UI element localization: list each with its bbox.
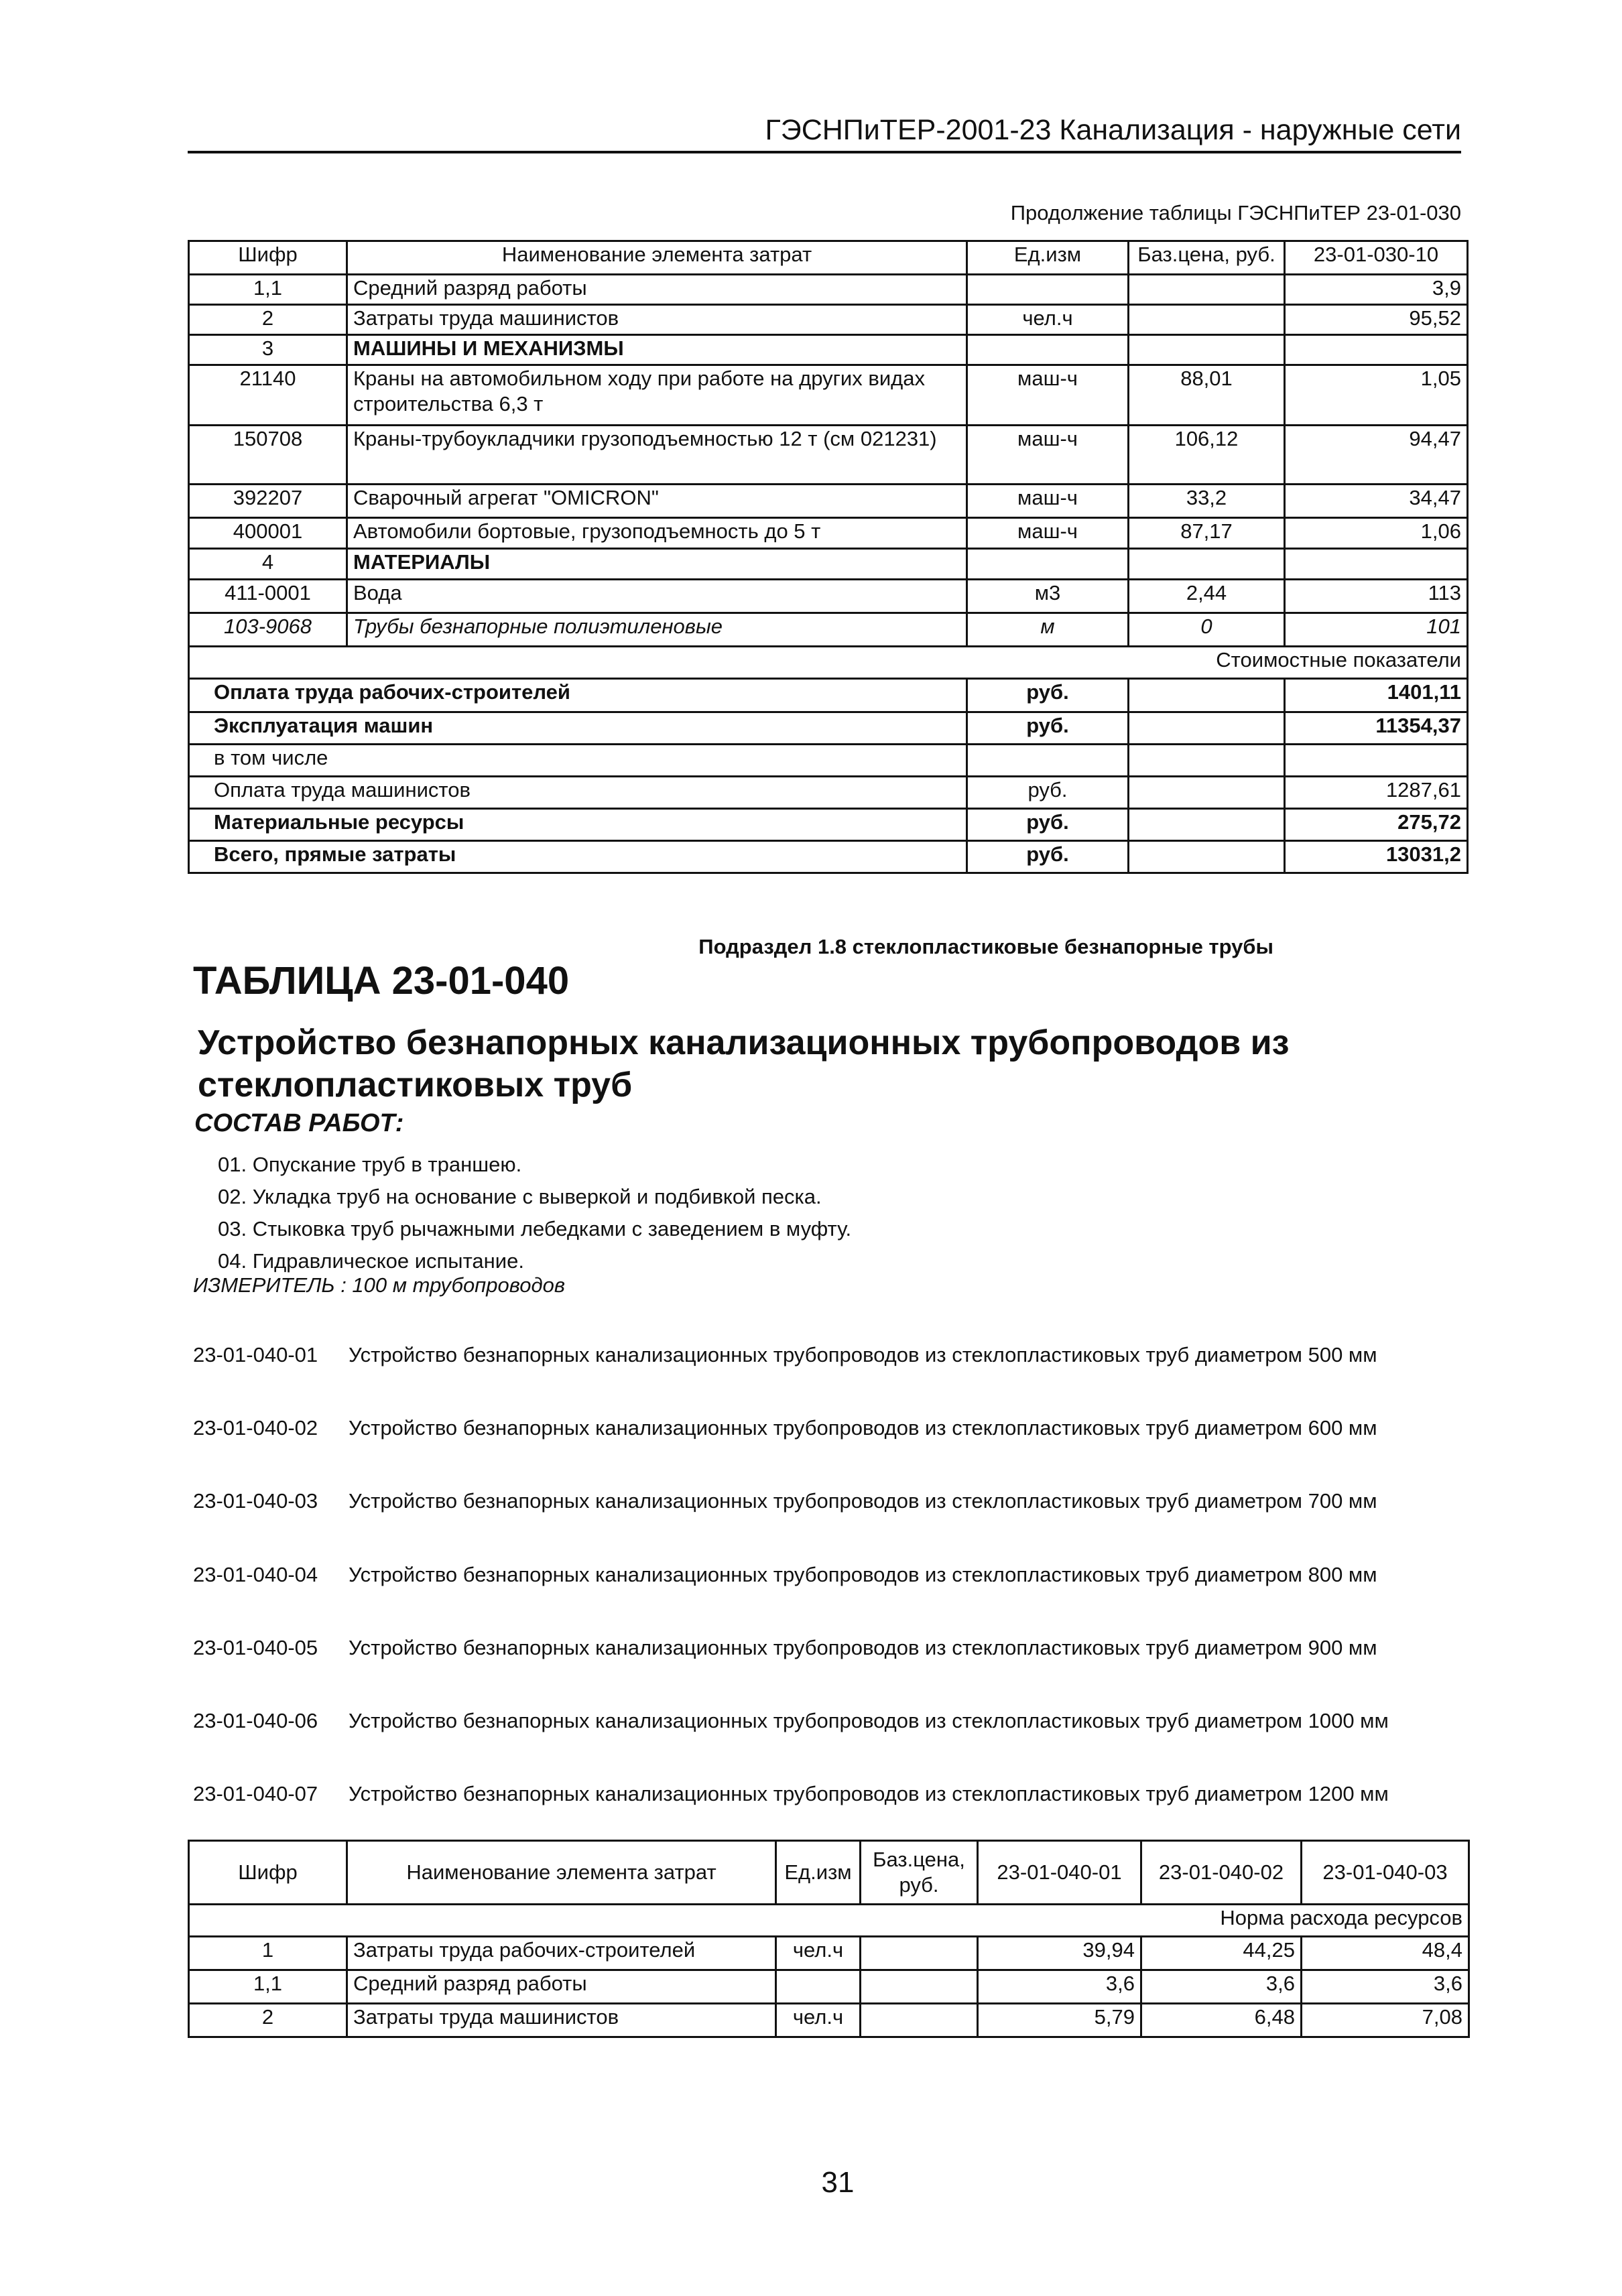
- norm-header: Норма расхода ресурсов: [189, 1905, 1469, 1937]
- table-title: ТАБЛИЦА 23-01-040: [193, 959, 570, 1003]
- item-text: Устройство безнапорных канализационных трубопроводов из стеклопластиковых труб диаметром 700 мм: [349, 1489, 1377, 1513]
- row-value: 34,47: [1285, 485, 1468, 518]
- row-price: 2,44: [1129, 580, 1285, 613]
- item-text: Устройство безнапорных канализационных трубопроводов из стеклопластиковых труб диаметром 1200 мм: [349, 1782, 1389, 1805]
- col-header-name: Наименование элемента затрат: [347, 1841, 776, 1905]
- table-description: Устройство безнапорных канализационных трубопроводов из стеклопластиковых труб: [198, 1023, 1290, 1105]
- page-number: 31: [821, 2166, 855, 2199]
- row-value: 1,06: [1285, 518, 1468, 549]
- row-price: [1129, 305, 1285, 335]
- row-value-01: 5,79: [978, 2004, 1141, 2037]
- table-row: [189, 518, 1468, 549]
- col-header-code: Шифр: [189, 241, 347, 275]
- work-item: 04. Гидравлическое испытание.: [218, 1249, 524, 1273]
- row-name: МАТЕРИАЛЫ: [347, 549, 967, 580]
- cost-label: Материальные ресурсы: [189, 809, 967, 841]
- row-name: Трубы безнапорные полиэтиленовые: [347, 613, 967, 647]
- work-item: 02. Укладка труб на основание с выверкой и подбивкой песка.: [218, 1185, 822, 1208]
- row-value: 3,9: [1285, 275, 1468, 305]
- row-unit: [967, 335, 1129, 365]
- table-header-row: [189, 241, 1468, 275]
- row-name: Сварочный агрегат "OMICRON": [347, 485, 967, 518]
- row-price: 88,01: [1129, 365, 1285, 426]
- row-value-02: 3,6: [1141, 1970, 1302, 2004]
- cost-header: Стоимостные показатели: [189, 647, 1468, 679]
- cost-value: 1287,61: [1285, 777, 1468, 809]
- item-code: 23-01-040-04: [193, 1563, 318, 1586]
- row-name: Средний разряд работы: [347, 1970, 776, 2004]
- table-row: [189, 305, 1468, 335]
- row-value: 1,05: [1285, 365, 1468, 426]
- cost-label: Эксплуатация машин: [189, 712, 967, 745]
- table-row: [189, 1937, 1469, 1970]
- list-item: [193, 1563, 1377, 1587]
- row-code: 1,1: [189, 1970, 347, 2004]
- row-code: 1,1: [189, 275, 347, 305]
- row-code: 411-0001: [189, 580, 347, 613]
- cost-unit: [967, 745, 1129, 777]
- table-row: [189, 1970, 1469, 2004]
- cost-header-row: [189, 647, 1468, 679]
- row-value-02: 6,48: [1141, 2004, 1302, 2037]
- cost-empty: [1129, 745, 1285, 777]
- cost-row: [189, 679, 1468, 712]
- cost-empty: [1129, 712, 1285, 745]
- item-text: Устройство безнапорных канализационных трубопроводов из стеклопластиковых труб диаметром 900 мм: [349, 1636, 1377, 1659]
- row-price: 0: [1129, 613, 1285, 647]
- table-row-section: [189, 335, 1468, 365]
- row-price: [1129, 335, 1285, 365]
- row-value-01: 39,94: [978, 1937, 1141, 1970]
- col-header-price: Баз.цена, руб.: [861, 1841, 978, 1905]
- row-unit: м: [967, 613, 1129, 647]
- cost-unit: руб.: [967, 712, 1129, 745]
- item-text: Устройство безнапорных канализационных трубопроводов из стеклопластиковых труб диаметром 800 мм: [349, 1563, 1377, 1586]
- list-item: [193, 1343, 1377, 1367]
- cost-unit: руб.: [967, 679, 1129, 712]
- cost-row: [189, 745, 1468, 777]
- row-value: 95,52: [1285, 305, 1468, 335]
- row-name: Затраты труда машинистов: [347, 305, 967, 335]
- row-unit: м3: [967, 580, 1129, 613]
- table-row: [189, 485, 1468, 518]
- table-row: [189, 613, 1468, 647]
- cost-label: Всего, прямые затраты: [189, 841, 967, 873]
- row-price: 33,2: [1129, 485, 1285, 518]
- cost-unit: руб.: [967, 809, 1129, 841]
- row-unit: чел.ч: [776, 2004, 861, 2037]
- list-item: [193, 1416, 1377, 1440]
- table-row: [189, 2004, 1469, 2037]
- row-price: [1129, 549, 1285, 580]
- table-row: [189, 365, 1468, 426]
- row-code: 2: [189, 305, 347, 335]
- row-value: [1285, 335, 1468, 365]
- row-value-01: 3,6: [978, 1970, 1141, 2004]
- col-header-name: Наименование элемента затрат: [347, 241, 967, 275]
- row-unit: маш-ч: [967, 518, 1129, 549]
- row-price: [1129, 275, 1285, 305]
- row-price: [861, 1937, 978, 1970]
- row-unit: [967, 549, 1129, 580]
- row-price: 106,12: [1129, 426, 1285, 485]
- item-text: Устройство безнапорных канализационных трубопроводов из стеклопластиковых труб диаметром 500 мм: [349, 1343, 1377, 1366]
- row-unit: чел.ч: [967, 305, 1129, 335]
- row-price: [861, 1970, 978, 2004]
- cost-label: Оплата труда машинистов: [189, 777, 967, 809]
- row-name: МАШИНЫ И МЕХАНИЗМЫ: [347, 335, 967, 365]
- works-title: СОСТАВ РАБОТ:: [194, 1109, 404, 1137]
- row-value: [1285, 549, 1468, 580]
- row-unit: маш-ч: [967, 485, 1129, 518]
- col-header-norm-02: 23-01-040-02: [1141, 1841, 1302, 1905]
- item-code: 23-01-040-05: [193, 1636, 318, 1659]
- row-name: Вода: [347, 580, 967, 613]
- row-value-03: 3,6: [1302, 1970, 1469, 2004]
- row-value: 94,47: [1285, 426, 1468, 485]
- item-code: 23-01-040-02: [193, 1416, 318, 1440]
- cost-row: [189, 841, 1468, 873]
- row-price: 87,17: [1129, 518, 1285, 549]
- row-name: Автомобили бортовые, грузоподъемность до 5 т: [347, 518, 967, 549]
- col-header-unit: Ед.изм: [776, 1841, 861, 1905]
- row-value: 101: [1285, 613, 1468, 647]
- col-header-norm-01: 23-01-040-01: [978, 1841, 1141, 1905]
- table-row-section: [189, 549, 1468, 580]
- cost-empty: [1129, 809, 1285, 841]
- cost-value: 1401,11: [1285, 679, 1468, 712]
- table-row: [189, 580, 1468, 613]
- item-text: Устройство безнапорных канализационных трубопроводов из стеклопластиковых труб диаметром 1000 мм: [349, 1709, 1389, 1732]
- row-value: 113: [1285, 580, 1468, 613]
- cost-label: Оплата труда рабочих-строителей: [189, 679, 967, 712]
- cost-empty: [1129, 777, 1285, 809]
- cost-unit: руб.: [967, 841, 1129, 873]
- row-unit: маш-ч: [967, 365, 1129, 426]
- col-header-code: Шифр: [189, 1841, 347, 1905]
- col-header-norm: 23-01-030-10: [1285, 241, 1468, 275]
- cost-unit: руб.: [967, 777, 1129, 809]
- cost-label: в том числе: [189, 745, 967, 777]
- cost-row: [189, 712, 1468, 745]
- cost-value: 275,72: [1285, 809, 1468, 841]
- cost-value: 11354,37: [1285, 712, 1468, 745]
- item-code: 23-01-040-03: [193, 1489, 318, 1513]
- works-list: [218, 1149, 851, 1277]
- row-name: Краны на автомобильном ходу при работе на других видах строительства 6,3 т: [347, 365, 967, 426]
- item-code: 23-01-040-01: [193, 1343, 318, 1366]
- measure-unit: ИЗМЕРИТЕЛЬ : 100 м трубопроводов: [193, 1273, 566, 1297]
- table-header-row: [189, 1841, 1469, 1905]
- row-code: 1: [189, 1937, 347, 1970]
- row-name: Затраты труда рабочих-строителей: [347, 1937, 776, 1970]
- row-code: 103-9068: [189, 613, 347, 647]
- row-code: 3: [189, 335, 347, 365]
- row-code: 392207: [189, 485, 347, 518]
- col-header-unit: Ед.изм: [967, 241, 1129, 275]
- item-code: 23-01-040-06: [193, 1709, 318, 1732]
- row-name: Затраты труда машинистов: [347, 2004, 776, 2037]
- col-header-norm-03: 23-01-040-03: [1302, 1841, 1469, 1905]
- row-code: 2: [189, 2004, 347, 2037]
- list-item: [193, 1489, 1377, 1513]
- row-unit: маш-ч: [967, 426, 1129, 485]
- row-name: Средний разряд работы: [347, 275, 967, 305]
- row-value-02: 44,25: [1141, 1937, 1302, 1970]
- resource-table-23-01-040: [188, 1840, 1470, 2038]
- cost-row: [189, 809, 1468, 841]
- row-price: [861, 2004, 978, 2037]
- cost-value: [1285, 745, 1468, 777]
- work-item: 03. Стыковка труб рычажными лебедками с заведением в муфту.: [218, 1217, 852, 1240]
- table-continuation-note: Продолжение таблицы ГЭСНПиТЕР 23-01-030: [1010, 201, 1461, 225]
- row-code: 400001: [189, 518, 347, 549]
- row-value-03: 48,4: [1302, 1937, 1469, 1970]
- row-unit: чел.ч: [776, 1937, 861, 1970]
- running-header: ГЭСНПиТЕР-2001-23 Канализация - наружные сети: [188, 114, 1461, 153]
- norm-header-row: [189, 1905, 1469, 1937]
- item-code: 23-01-040-07: [193, 1782, 318, 1805]
- item-text: Устройство безнапорных канализационных трубопроводов из стеклопластиковых труб диаметром 600 мм: [349, 1416, 1377, 1440]
- cost-empty: [1129, 841, 1285, 873]
- cost-value: 13031,2: [1285, 841, 1468, 873]
- cost-empty: [1129, 679, 1285, 712]
- cost-row: [189, 777, 1468, 809]
- row-value-03: 7,08: [1302, 2004, 1469, 2037]
- row-name: Краны-трубоукладчики грузоподъемностью 12 т (см 021231): [347, 426, 967, 485]
- row-code: 21140: [189, 365, 347, 426]
- work-item: 01. Опускание труб в траншею.: [218, 1153, 522, 1176]
- subsection-title: Подраздел 1.8 стеклопластиковые безнапорные трубы: [698, 935, 1273, 958]
- row-unit: [967, 275, 1129, 305]
- row-code: 150708: [189, 426, 347, 485]
- list-item: [193, 1709, 1389, 1733]
- table-row: [189, 426, 1468, 485]
- row-unit: [776, 1970, 861, 2004]
- list-item: [193, 1782, 1389, 1806]
- col-header-price: Баз.цена, руб.: [1129, 241, 1285, 275]
- row-code: 4: [189, 549, 347, 580]
- resource-table-23-01-030: [188, 240, 1469, 874]
- table-row: [189, 275, 1468, 305]
- list-item: [193, 1636, 1377, 1660]
